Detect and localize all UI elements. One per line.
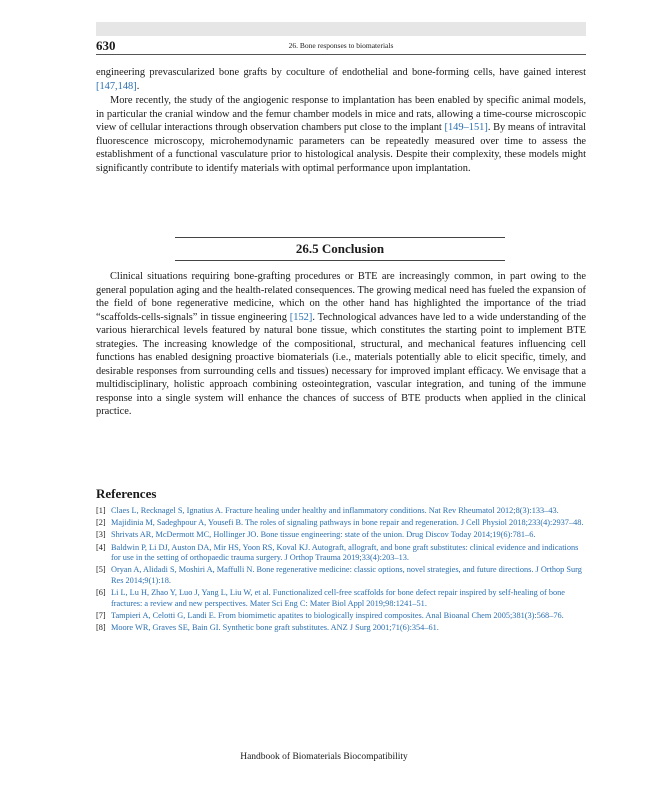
- citation-link[interactable]: [149–151]: [444, 122, 488, 133]
- reference-link[interactable]: Moore WR, Graves SE, Bain GI. Synthetic bone graft substitutes. ANZ J Surg 2001;71(6):354–61.: [111, 623, 439, 633]
- conclusion-paragraph: Clinical situations requiring bone-grafting procedures or BTE are increasingly common, in part owing to the general population aging and the health-related consequences. The growing medical need has fueled the expansion of the field of bone regenerative medicine, which on the other hand has highlighted the importance of the triad “scaffolds-cells-signals” in tissue engineering [152]. Technological advances have led to a wide understanding of the various hierarchical levels featured by natural bone tissue, which constitutes the starting point to implement BTE strategies. The increasing knowledge of the compositional, structural, and mechanical features influencing cell functions has enabled designing proactive biomaterials (i.e., materials potentially able to elicit specific, timely, and desirable responses from surrounding cells and tissues) necessary for improved implant efficacy. We envisage that a multidisciplinary, holistic approach combining osteointegration, vascular integration, and tuning of the immune response into a single system will enhance the chances of success of BTE products when applied in the clinical practice.: [96, 271, 586, 417]
- header-band: [96, 22, 586, 36]
- section-title: 26.5 Conclusion: [295, 241, 385, 256]
- section-rule-top: [175, 237, 505, 238]
- reference-link[interactable]: Shrivats AR, McDermott MC, Hollinger JO. Bone tissue engineering: state of the union. Drug Discov Today 2014;19(6):781–6.: [111, 530, 536, 540]
- reference-link[interactable]: Tampieri A, Celotti G, Landi E. From biomimetic apatites to biologically inspired composites. Anal Bioanal Chem 2005;381(3):568–76.: [111, 610, 564, 620]
- references-heading: References: [96, 486, 157, 501]
- reference-item: [96, 588, 586, 609]
- reference-number: [8]: [96, 623, 106, 633]
- intro-paragraph-1: engineering prevascularized bone grafts by coculture of endothelial and bone-forming cells, have gained interest [147,148].: [96, 67, 586, 92]
- reference-link[interactable]: Claes L, Recknagel S, Ignatius A. Fracture healing under healthy and inflammatory conditions. Nat Rev Rheumatol 2012;8(3):133–43.: [111, 506, 559, 515]
- reference-item: [96, 518, 586, 529]
- reference-item: [96, 506, 586, 517]
- page-number: 630: [96, 38, 116, 53]
- reference-item: [96, 543, 586, 564]
- reference-number: [2]: [96, 518, 106, 528]
- reference-number: [5]: [96, 565, 106, 575]
- reference-number: [3]: [96, 530, 106, 540]
- section-rule-bottom: [175, 260, 505, 261]
- reference-link[interactable]: Majidinia M, Sadeghpour A, Yousefi B. The roles of signaling pathways in bone repair and regeneration. J Cell Physiol 2018;233(4):2937–48.: [111, 518, 584, 528]
- page-header: [96, 38, 586, 55]
- citation-link[interactable]: [152]: [289, 311, 313, 323]
- reference-item: [96, 565, 586, 586]
- reference-link[interactable]: Li L, Lu H, Zhao Y, Luo J, Yang L, Liu W, et al. Functionalized cell-free scaffolds for bone defect repair inspired by self-healing of bone fractures: a review and new perspectives. Mater Sci Eng C: Mater Biol Appl 2019;98:1241–51.: [111, 588, 565, 608]
- running-title: 26. Bone responses to biomaterials: [288, 41, 394, 50]
- reference-number: [7]: [96, 610, 106, 620]
- reference-number: [1]: [96, 506, 106, 515]
- reference-item: [96, 530, 586, 541]
- reference-link[interactable]: Baldwin P, Li DJ, Auston DA, Mir HS, Yoon RS, Koval KJ. Autograft, allograft, and bone graft substitutes: clinical evidence and indications for use in the setting of orthopaedic trauma surgery. J Orthop Trauma 2019;33(4):203–13.: [111, 542, 579, 563]
- intro-paragraph-2: More recently, the study of the angiogenic response to implantation has been enabled by specific animal models, in particular the cranial window and the femur chamber models in mice and rats, allowing a time-course microscopic view of cellular interactions through observation chambers put close to the implant [149–151]. By means of intravital fluorescence microscopy, microhemodynamic parameters can be repeatedly measured over time to assess the establishment of a functional vasculature prior to histological analysis. Despite their complexity, these models might significantly contribute to identify materials with optimal performance upon implantation.: [96, 95, 586, 174]
- reference-number: [6]: [96, 588, 106, 598]
- reference-number: [4]: [96, 542, 106, 552]
- citation-link[interactable]: [147,148]: [96, 80, 137, 92]
- reference-list: [96, 506, 586, 635]
- reference-link[interactable]: Oryan A, Alidadi S, Moshiri A, Maffulli N. Bone regenerative medicine: classic options, novel strategies, and future directions. J Orthop Surg Res 2014;9(1):18.: [111, 565, 582, 585]
- reference-item: [96, 611, 586, 622]
- reference-item: [96, 623, 586, 634]
- book-footer: Handbook of Biomaterials Biocompatibility: [240, 752, 408, 762]
